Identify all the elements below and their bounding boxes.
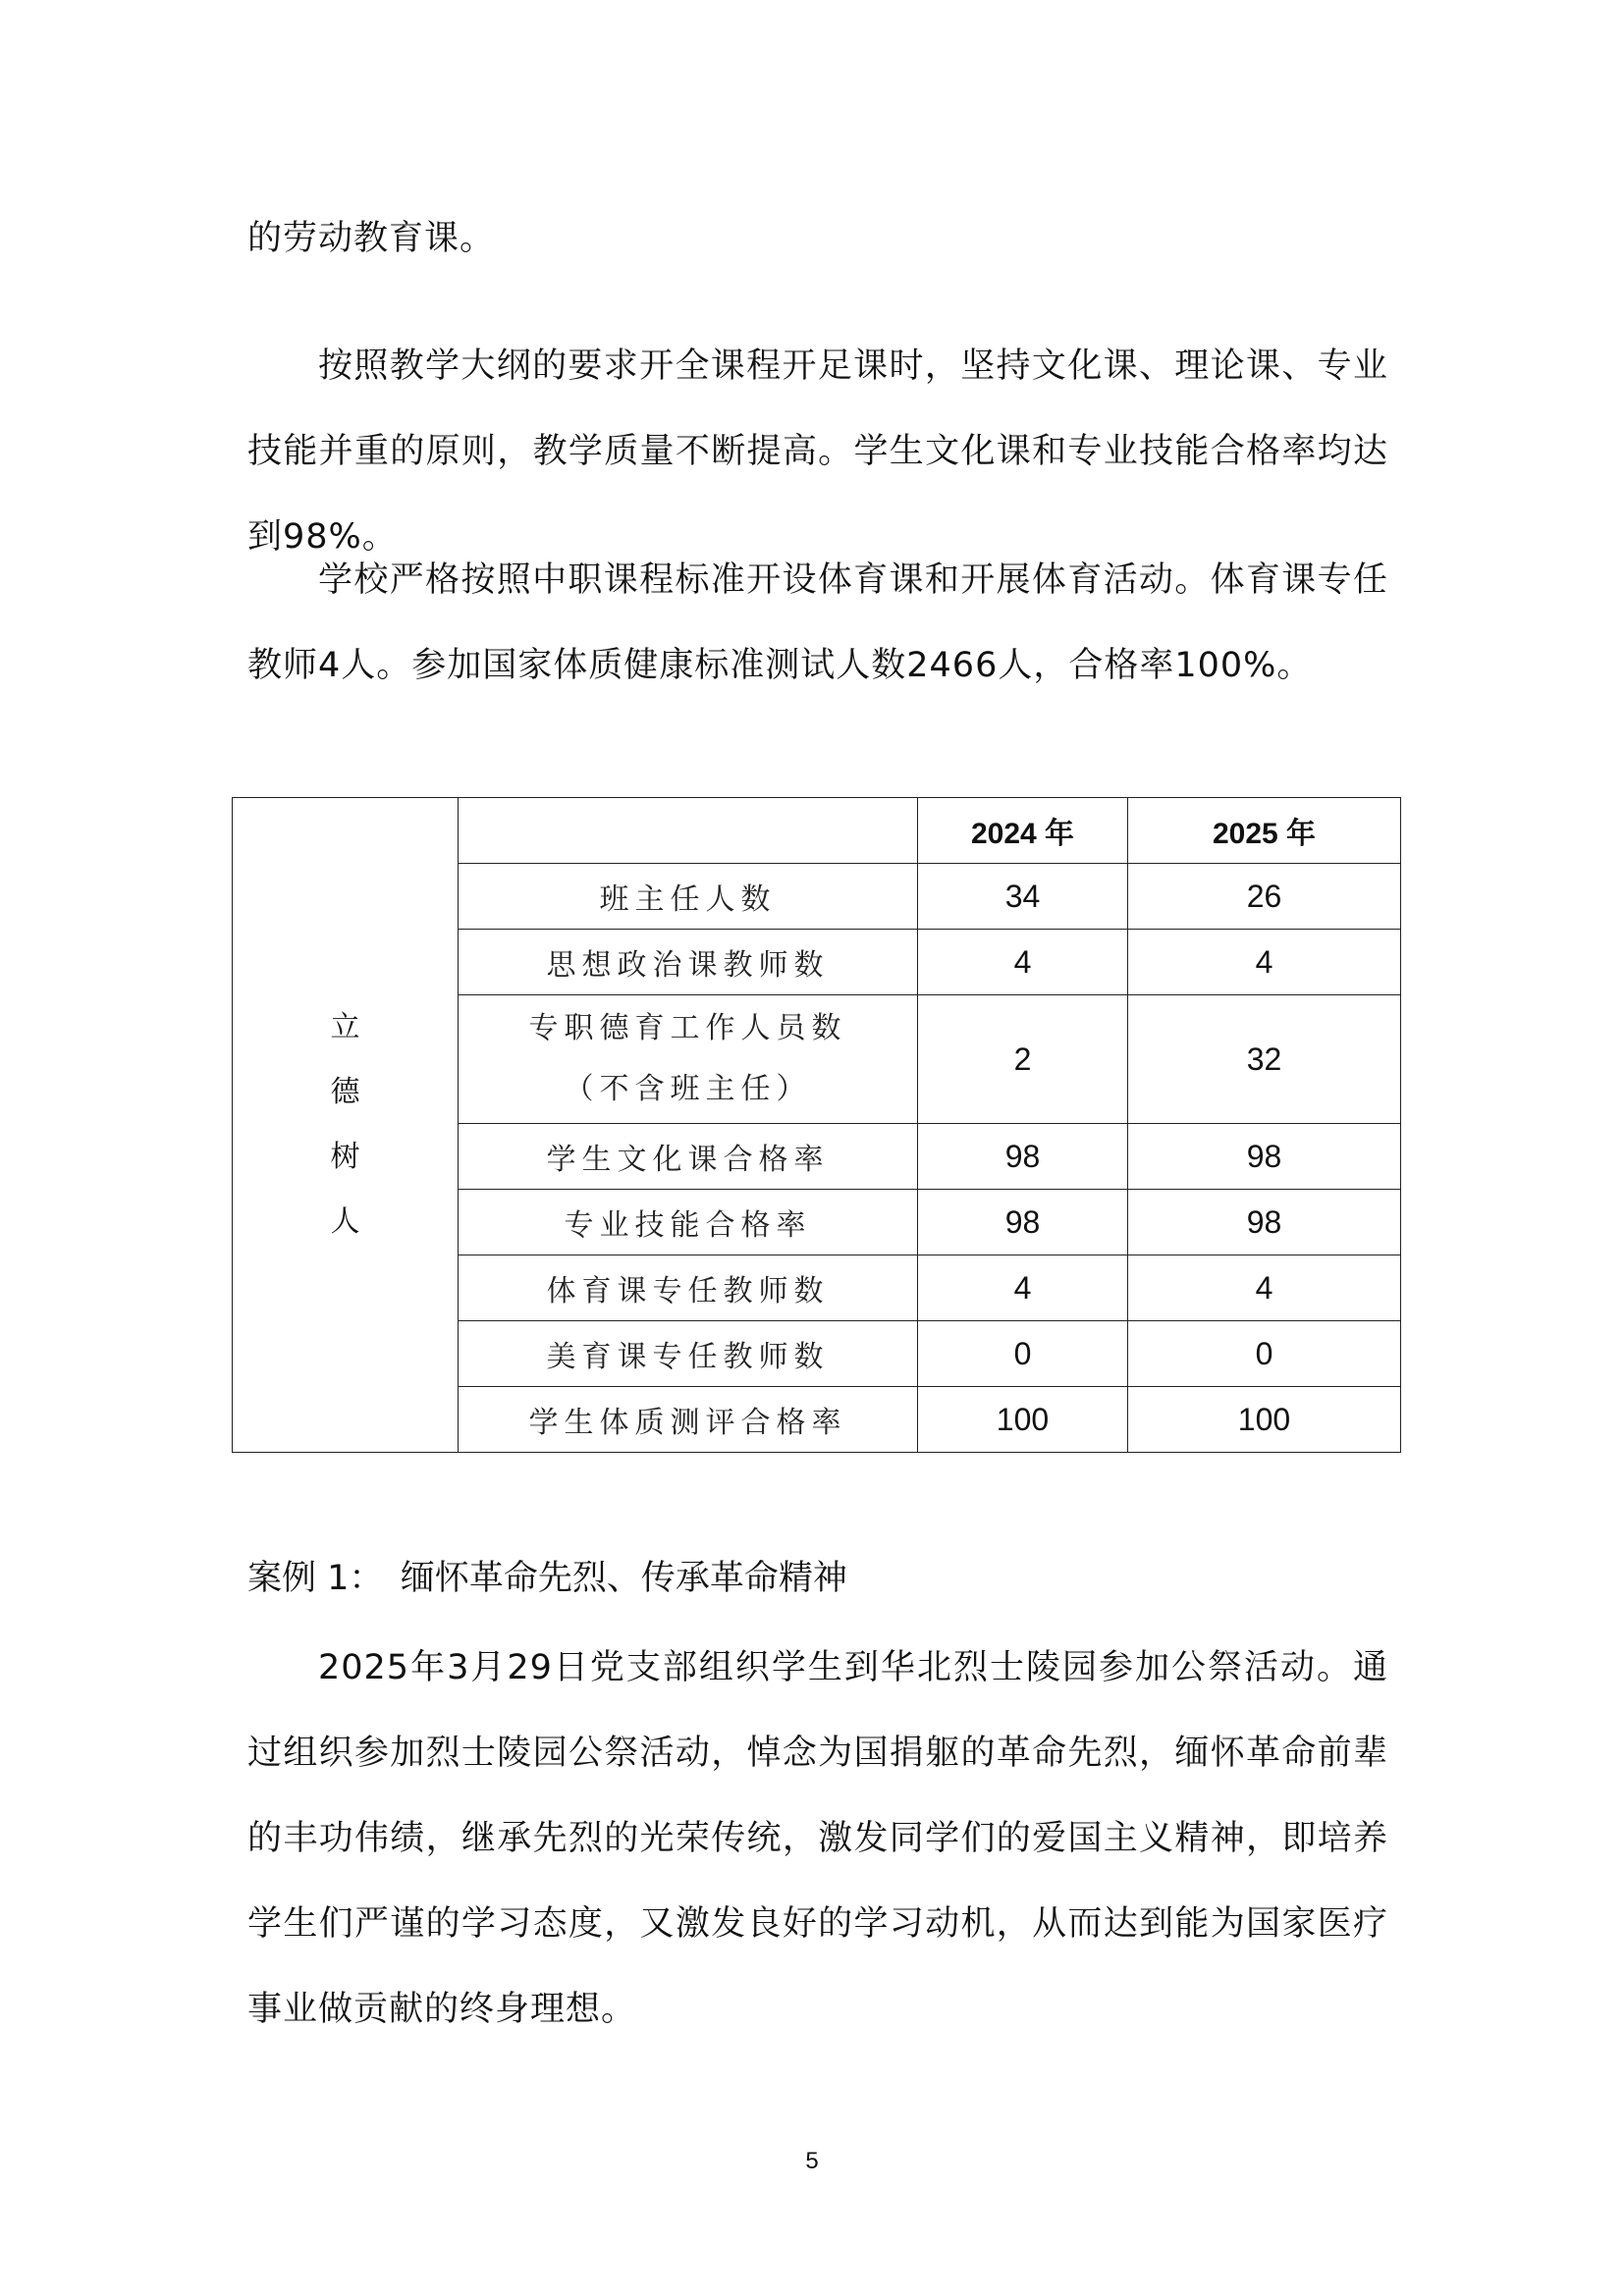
value-2024: 98 [918,1124,1128,1190]
row-label-line1: 专职德育工作人员数 [528,1011,847,1045]
value-2025: 4 [1128,930,1401,995]
value-2024: 34 [918,864,1128,930]
case-title: 案例 1： 缅怀革命先烈、传承革命精神 [247,1559,847,1598]
row-label: 专业技能合格率 [459,1190,918,1255]
value-2024: 2 [918,995,1128,1124]
row-label: 思想政治课教师数 [459,930,918,995]
value-2024: 100 [918,1387,1128,1453]
group-char: 德 [330,1075,360,1109]
value-2025: 98 [1128,1124,1401,1190]
row-label: 体育课专任教师数 [459,1255,918,1321]
row-label-line2: （不含班主任） [564,1072,812,1106]
paragraph-curriculum: 按照教学大纲的要求开全课程开足课时，坚持文化课、理论课、专业技能并重的原则，教学质量不断提高。学生文化课和专业技能合格率均达到98%。 [247,347,1388,557]
value-2025: 100 [1128,1387,1401,1453]
group-char: 立 [330,1010,360,1044]
value-2025: 4 [1128,1255,1401,1321]
header-blank [459,798,918,864]
value-2024: 4 [918,1255,1128,1321]
row-label [459,995,918,1124]
header-2024: 2024 年 [918,798,1128,864]
page-number: 5 [805,2148,819,2174]
case-body: 2025年3月29日党支部组织学生到华北烈士陵园参加公祭活动。通过组织参加烈士陵园公祭活动，悼念为国捐躯的革命先烈，缅怀革命前辈的丰功伟绩，继承先烈的光荣传统，激发同学们的爱国主义精神，即培养学生们严谨的学习态度，又激发良好的学习动机，从而达到能为国家医疗事业做贡献的终身理想。 [247,1648,1388,2029]
value-2025: 98 [1128,1190,1401,1255]
header-2025: 2025 年 [1128,798,1401,864]
moral-education-table [232,797,1401,1453]
row-label: 美育课专任教师数 [459,1321,918,1387]
paragraph-pe: 学校严格按照中职课程标准开设体育课和开展体育活动。体育课专任教师4人。参加国家体质健康标准测试人数2466人，合格率100%。 [247,561,1388,685]
value-2025: 0 [1128,1321,1401,1387]
value-2024: 0 [918,1321,1128,1387]
value-2025: 32 [1128,995,1401,1124]
row-label: 学生体质测评合格率 [459,1387,918,1453]
value-2025: 26 [1128,864,1401,930]
table-header-row [233,798,1401,864]
group-char: 人 [330,1204,360,1239]
value-2024: 98 [918,1190,1128,1255]
row-label: 班主任人数 [459,864,918,930]
group-char: 树 [330,1140,360,1174]
row-label: 学生文化课合格率 [459,1124,918,1190]
paragraph-continuation: 的劳动教育课。 [247,219,496,258]
value-2024: 4 [918,930,1128,995]
group-label-cell [233,798,459,1453]
